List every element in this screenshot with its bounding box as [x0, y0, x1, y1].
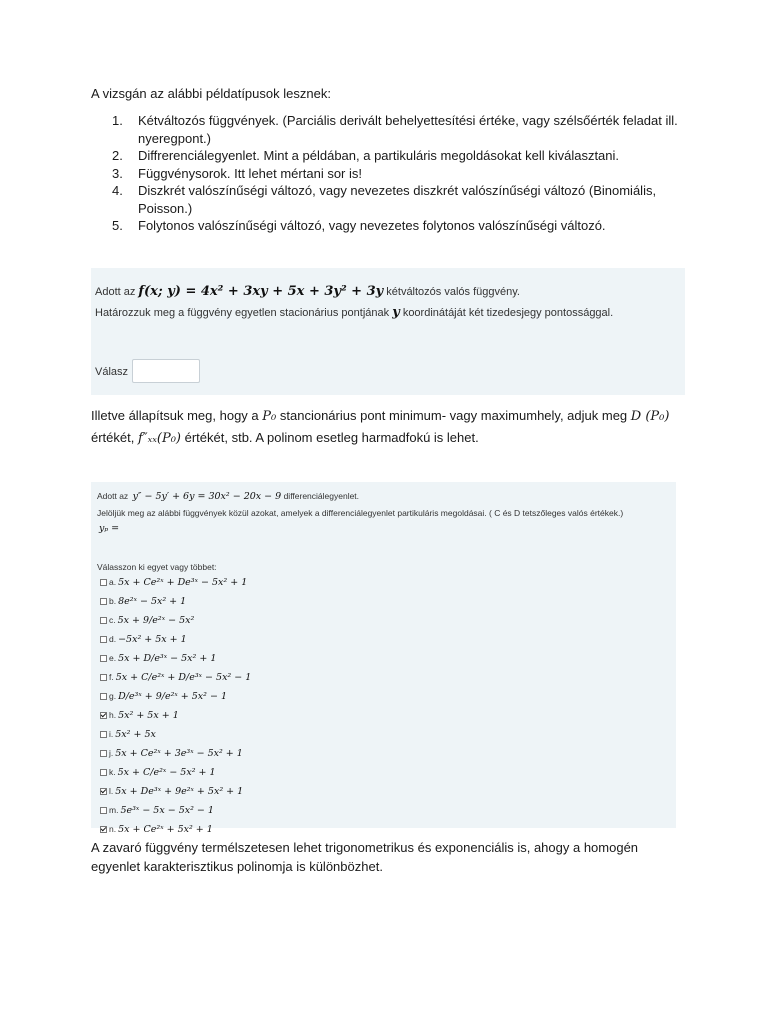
list-item: [112, 217, 692, 235]
option-expression: 5x + Ce²ˣ + 5x² + 1: [118, 824, 213, 835]
answer-option[interactable]: [100, 782, 251, 801]
answer-input[interactable]: [132, 359, 200, 383]
answer-option[interactable]: [100, 687, 251, 706]
para2-text-a: Illetve állapítsuk meg, hogy a: [91, 408, 259, 423]
example-question-2: [91, 482, 676, 835]
option-checkbox[interactable]: [100, 750, 107, 757]
option-expression: 5x + D/e³ˣ − 5x² + 1: [118, 653, 217, 664]
option-checkbox[interactable]: [100, 617, 107, 624]
option-label: n.: [109, 824, 117, 834]
answer-option[interactable]: [100, 611, 251, 630]
option-expression: 8e²ˣ − 5x² + 1: [118, 596, 187, 607]
answer-option[interactable]: [100, 820, 251, 839]
option-checkbox[interactable]: [100, 598, 107, 605]
list-number: 1.: [112, 113, 123, 128]
option-checkbox[interactable]: [100, 807, 107, 814]
option-label: f.: [109, 672, 114, 682]
option-checkbox[interactable]: [100, 693, 107, 700]
option-expression: D/e³ˣ + 9/e²ˣ + 5x² − 1: [118, 691, 228, 702]
question-2-line-2: Jelöljük meg az alábbi függvények közül azokat, amelyek a differenciálegyenlet partikuláris megoldásai. ( C és D tetszőleges valós értékek.): [97, 508, 624, 518]
option-expression: 5x + Ce²ˣ + De³ˣ − 5x² + 1: [118, 577, 248, 588]
list-number: 4.: [112, 183, 123, 198]
question-1-line-1: [95, 284, 520, 299]
option-checkbox[interactable]: [100, 731, 107, 738]
list-item: [112, 112, 692, 147]
option-checkbox[interactable]: [100, 826, 107, 833]
option-label: a.: [109, 577, 117, 587]
question-2-line-3: [97, 523, 119, 534]
para2-text-e: értékét, stb. A polinom esetleg harmadfokú is lehet.: [184, 430, 479, 445]
option-expression: 5x² + 5x: [115, 729, 156, 740]
option-checkbox[interactable]: [100, 674, 107, 681]
option-expression: 5x + C/e²ˣ + D/e³ˣ − 5x² − 1: [115, 672, 252, 683]
differential-equation: y″ − 5y′ + 6y = 30x² − 20x − 9: [132, 491, 282, 502]
option-label: j.: [109, 748, 114, 758]
question-1-task-prefix: Határozzuk meg a függvény egyetlen stacionárius pontjának: [95, 307, 390, 319]
exam-types-list: [112, 112, 692, 235]
option-label: e.: [109, 653, 117, 663]
answer-option[interactable]: [100, 573, 251, 592]
question-2-suffix: differenciálegyenlet.: [283, 491, 360, 501]
example-question-1: [91, 268, 685, 395]
option-checkbox[interactable]: [100, 579, 107, 586]
answer-label: Válasz: [95, 366, 129, 378]
option-label: m.: [109, 805, 119, 815]
option-expression: 5x + C/e²ˣ − 5x² + 1: [117, 767, 216, 778]
option-label: k.: [109, 767, 116, 777]
option-label: b.: [109, 596, 117, 606]
options-list: [100, 573, 251, 839]
answer-option[interactable]: [100, 725, 251, 744]
option-label: i.: [109, 729, 114, 739]
para2-text-b: stancionárius pont minimum- vagy maximumhely, adjuk meg: [279, 408, 628, 423]
answer-option[interactable]: [100, 706, 251, 725]
option-label: g.: [109, 691, 117, 701]
function-formula: f(x; y) = 4x² + 3xy + 5x + 3y² + 3y: [138, 284, 384, 299]
answer-option[interactable]: [100, 630, 251, 649]
question-2-line-1: [97, 491, 359, 502]
list-number: 5.: [112, 218, 123, 233]
option-label: c.: [109, 615, 116, 625]
para2-d: D (P₀): [630, 409, 670, 424]
list-text: Folytonos valószínűségi változó, vagy nevezetes folytonos valószínűségi változó.: [138, 218, 606, 233]
paragraph-stationary-point: [91, 405, 681, 449]
option-checkbox[interactable]: [100, 636, 107, 643]
para2-f: f″ₓₓ(P₀): [137, 431, 181, 446]
list-text: Diszkrét valószínűségi változó, vagy nevezetes diszkrét valószínűségi változó (Binomiális, Poisson.): [138, 183, 657, 216]
option-label: h.: [109, 710, 117, 720]
answer-option[interactable]: [100, 668, 251, 687]
list-number: 3.: [112, 165, 123, 181]
question-1-variable: y: [392, 305, 400, 320]
para2-p0: P₀: [262, 409, 277, 424]
paragraph-closing: A zavaró függvény termélszetesen lehet trigonometrikus és exponenciális is, ahogy a homogén egyenlet karakterisztikus polinomja is különbözhet.: [91, 840, 639, 874]
question-1-task-suffix: koordinátáját két tizedesjegy pontossággal.: [402, 307, 614, 319]
list-text: Függvénysorok. Itt lehet mértani sor is!: [138, 165, 362, 181]
answer-option[interactable]: [100, 744, 251, 763]
choice-instruction: Válasszon ki egyet vagy többet:: [97, 562, 217, 572]
list-item: [112, 147, 692, 165]
option-checkbox[interactable]: [100, 712, 107, 719]
para2-text-c: értékét,: [91, 430, 135, 445]
option-expression: −5x² + 5x + 1: [118, 634, 187, 645]
answer-option[interactable]: [100, 801, 251, 820]
list-text: Kétváltozós függvények. (Parciális derivált behelyettesítési értéke, vagy szélsőérték feladat ill. nyeregpont.): [138, 113, 678, 146]
list-item: [112, 182, 692, 217]
option-checkbox[interactable]: [100, 769, 107, 776]
yp-label: yₚ =: [99, 523, 120, 534]
option-expression: 5x + Ce²ˣ + 3e³ˣ − 5x² + 1: [115, 748, 243, 759]
option-checkbox[interactable]: [100, 788, 107, 795]
list-item: [112, 165, 692, 183]
option-expression: 5x + De³ˣ + 9e²ˣ + 5x² + 1: [115, 786, 244, 797]
answer-option[interactable]: [100, 649, 251, 668]
list-text: Diffrerenciálegyenlet. Mint a példában, a partikuláris megoldásokat kell kiválasztani.: [138, 148, 620, 163]
option-label: l.: [109, 786, 114, 796]
answer-option[interactable]: [100, 763, 251, 782]
answer-option[interactable]: [100, 592, 251, 611]
option-expression: 5e³ˣ − 5x − 5x² − 1: [120, 805, 214, 816]
option-expression: 5x + 9/e²ˣ − 5x²: [117, 615, 195, 626]
question-1-line-2: [95, 305, 613, 320]
option-expression: 5x² + 5x + 1: [118, 710, 179, 721]
question-2-prefix: Adott az: [97, 491, 129, 501]
option-checkbox[interactable]: [100, 655, 107, 662]
question-1-suffix: kétváltozós valós függvény.: [386, 286, 520, 298]
intro-text: A vizsgán az alábbi példatípusok lesznek:: [91, 86, 331, 101]
option-label: d.: [109, 634, 117, 644]
list-number: 2.: [112, 148, 123, 163]
question-1-prefix: Adott az: [95, 286, 136, 298]
